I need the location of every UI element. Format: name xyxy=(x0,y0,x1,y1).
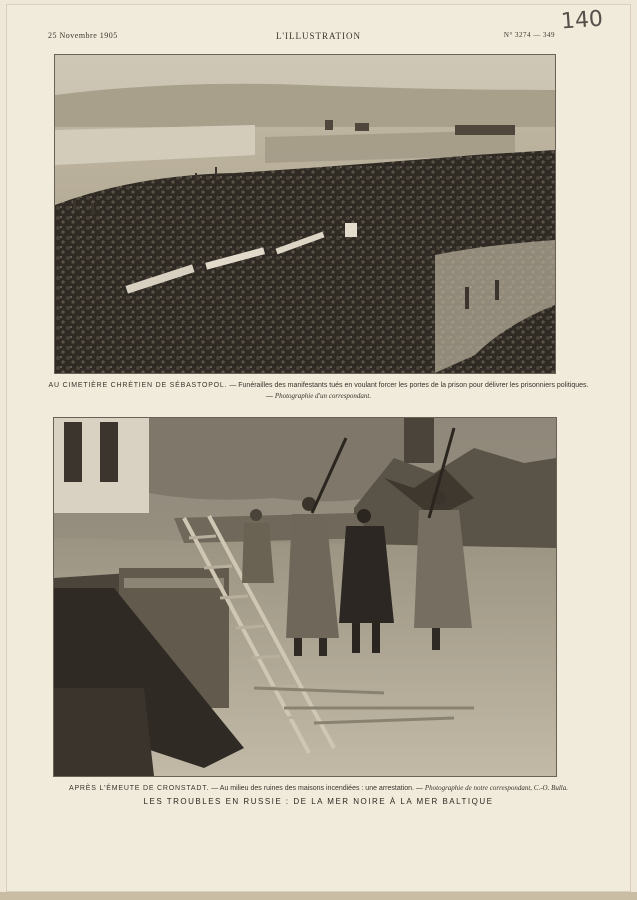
caption-top-location: AU CIMETIÈRE CHRÉTIEN DE SÉBASTOPOL. xyxy=(48,382,228,389)
photo-funeral-sebastopol xyxy=(54,54,556,374)
cronstadt-ruins-image xyxy=(54,418,556,776)
caption-bottom-text: — Au milieu des ruines des maisons incendiées : une arrestation. — xyxy=(211,785,423,792)
caption-top-text: — Funérailles des manifestants tués en voulant forcer les portes de la prison pour délivrer les prisonniers politiques. — xyxy=(229,382,589,400)
caption-bottom-location: APRÈS L'ÉMEUTE DE CRONSTADT. xyxy=(68,785,210,792)
page-edge xyxy=(0,892,637,900)
issue-number: N° 3274 — 349 xyxy=(503,31,555,39)
funeral-crowd-image xyxy=(55,55,555,373)
magazine-page xyxy=(6,4,631,892)
photo-cronstadt-ruins xyxy=(53,417,557,777)
caption-bottom-credit: Photographie de notre correspondant, C.-O. Bulla. xyxy=(424,784,569,792)
caption-top-credit: Photographie d'un correspondant. xyxy=(274,392,372,400)
issue-date: 25 Novembre 1905 xyxy=(48,31,118,40)
handwritten-page-number: 140 xyxy=(560,6,604,35)
page-title: LES TROUBLES EN RUSSIE : DE LA MER NOIRE À LA MER BALTIQUE xyxy=(143,797,494,806)
caption-bottom xyxy=(46,783,591,794)
magazine-title: L'ILLUSTRATION xyxy=(275,31,362,41)
caption-top xyxy=(46,381,591,402)
